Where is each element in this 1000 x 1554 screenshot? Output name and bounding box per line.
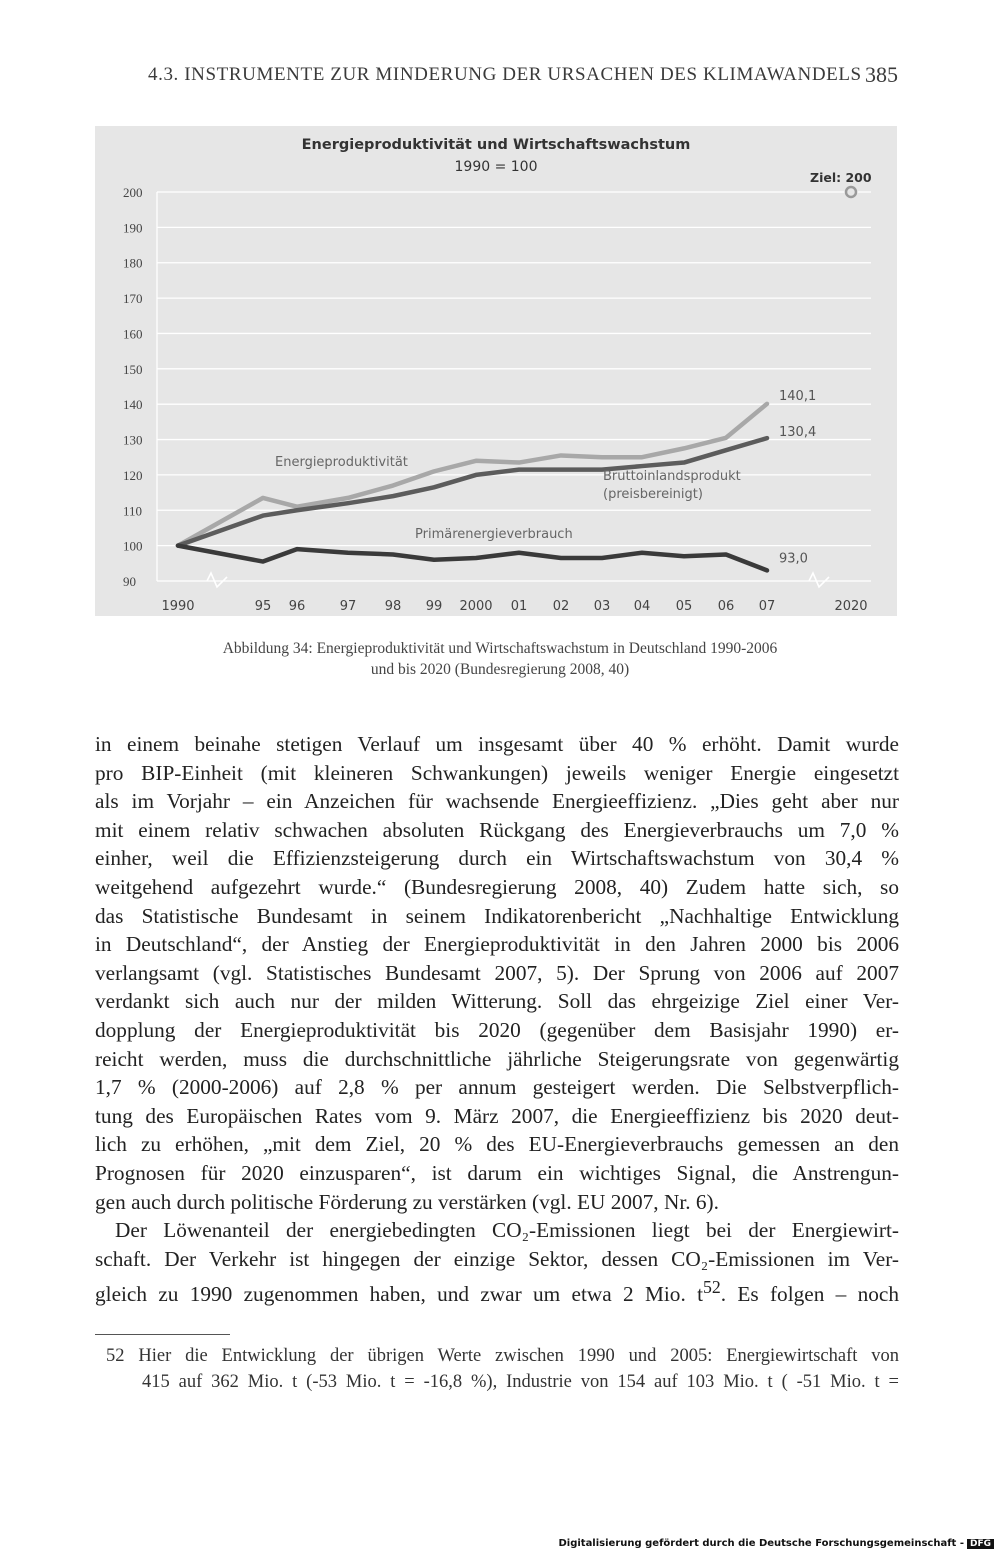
x-tick-label: 95: [254, 599, 272, 614]
figure-chart: [95, 126, 897, 616]
goal-marker: [846, 187, 856, 197]
x-tick-label: 06: [717, 599, 735, 614]
text-line: Der Löwenanteil der energiebedingten CO₂-Emissionen liegt bei der Energiewirt-: [115, 1218, 899, 1243]
x-tick-label: 98: [384, 599, 402, 614]
chart-title: Energieproduktivität und Wirtschaftswachstum: [301, 137, 691, 153]
text-line: verdankt sich auch nur der milden Witterung. Soll das ehrgeizige Ziel einer Ver-: [95, 989, 899, 1014]
series-label: Energieproduktivität: [275, 455, 408, 471]
text-line: lich zu erhöhen, „mit dem Ziel, 20 % des EU-Energieverbrauchs gemessen an den: [95, 1132, 899, 1157]
footnote-line: 52 Hier die Entwicklung der übrigen Werte zwischen 1990 und 2005: Energiewirtschaft von: [106, 1346, 899, 1366]
y-tick-label: 120: [123, 467, 143, 483]
x-tick-label: 99: [425, 599, 443, 614]
y-tick-label: 140: [123, 397, 143, 413]
chart-subtitle: 1990 = 100: [454, 159, 538, 175]
footnote-ref: 52: [703, 1277, 721, 1298]
line-chart: [95, 126, 897, 616]
x-tick-label: 04: [633, 599, 651, 614]
text-line: Prognosen für 2020 einzusparen“, ist darum ein wichtiges Signal, die Anstrengun-: [95, 1160, 899, 1185]
x-tick-label: 1990: [161, 599, 195, 614]
caption-line: Abbildung 34: Energieproduktivität und Wirtschaftswachstum in Deutschland 1990-2006: [222, 640, 778, 657]
y-tick-label: 160: [123, 326, 143, 342]
y-tick-label: 190: [123, 220, 143, 236]
text-line: mit einem relativ schwachen absoluten Rückgang des Energieverbrauchs um 7,0 %: [95, 817, 899, 842]
text-fragment: . Es folgen – noch: [720, 1282, 899, 1307]
footnote-line: 415 auf 362 Mio. t (-53 Mio. t = -16,8 %), Industrie von 154 auf 103 Mio. t ( -51 Mio. t =: [142, 1372, 899, 1392]
text-line: dopplung der Energieproduktivität bis 2020 (gegenüber dem Basisjahr 1990) er-: [95, 1017, 899, 1042]
digitization-credit: [558, 1538, 994, 1549]
text-line: pro BIP-Einheit (mit kleineren Schwankungen) jeweils weniger Energie eingesetzt: [95, 760, 899, 785]
series-label: (preisbereinigt): [603, 486, 703, 502]
y-tick-label: 100: [123, 538, 143, 554]
y-tick-label: 200: [123, 185, 143, 200]
footnote-rule: [95, 1334, 230, 1335]
text-line: das Statistische Bundesamt in seinem Indikatorenbericht „Nachhaltige Entwicklung: [95, 903, 899, 928]
text-line: gen auch durch politische Förderung zu verstärken (vgl. EU 2007, Nr. 6).: [95, 1189, 719, 1214]
data-label: 93,0: [779, 551, 808, 567]
y-tick-label: 90: [123, 574, 136, 589]
x-tick-label: 01: [510, 599, 528, 614]
x-tick-label: 05: [675, 599, 693, 614]
text-line: tung des Europäischen Rates vom 9. März 2007, die Energieeffizienz bis 2020 deut-: [95, 1103, 899, 1128]
text-line: verlangsamt (vgl. Statistisches Bundesamt 2007, 5). Der Sprung von 2006 auf 2007: [95, 960, 899, 985]
text-line: weitgehend aufgezehrt wurde.“ (Bundesregierung 2008, 40) Zudem hatte sich, so: [95, 874, 899, 899]
axis-break-mark: [809, 573, 829, 587]
data-label: 130,4: [779, 425, 817, 441]
text-line: einher, weil die Effizienzsteigerung durch ein Wirtschaftswachstum von 30,4 %: [95, 846, 899, 871]
series-label: Bruttoinlandsprodukt: [603, 469, 741, 485]
text-line: 1,7 % (2000-2006) auf 2,8 % per annum gesteigert werden. Die Selbstverpflich-: [95, 1075, 899, 1100]
y-tick-label: 170: [123, 291, 143, 307]
y-tick-label: 130: [123, 432, 143, 448]
x-tick-label: 03: [593, 599, 611, 614]
footnote: [106, 1343, 899, 1395]
series-line: [178, 546, 767, 571]
axis-break-mark: [207, 573, 227, 587]
text-line: in einem beinahe stetigen Verlauf um insgesamt über 40 % erhöht. Damit wurde: [95, 732, 899, 756]
y-tick-label: 110: [123, 503, 143, 519]
x-tick-label: 97: [339, 599, 357, 614]
page-number: 385: [865, 62, 898, 87]
goal-label: Ziel: 200: [810, 170, 872, 185]
data-label: 140,1: [779, 388, 817, 404]
x-tick-label: 02: [552, 599, 570, 614]
x-tick-label: 07: [758, 599, 776, 614]
x-tick-label: 96: [288, 599, 306, 614]
text-line: reicht werden, muss die durchschnittliche jährliche Steigerungsrate von gegenwärtig: [95, 1046, 899, 1071]
credit-text: Digitalisierung gefördert durch die Deutsche Forschungsgemeinschaft -: [558, 1538, 964, 1549]
caption-line: und bis 2020 (Bundesregierung 2008, 40): [370, 661, 630, 678]
running-title: 4.3. INSTRUMENTE ZUR MINDERUNG DER URSACHEN DES KLIMAWANDELS: [148, 64, 862, 85]
text-line: schaft. Der Verkehr ist hingegen der einzige Sektor, dessen CO₂-Emissionen im Ver-: [95, 1246, 899, 1271]
text-line: in Deutschland“, der Anstieg der Energieproduktivität in den Jahren 2000 bis 2006: [95, 932, 899, 957]
y-tick-label: 150: [123, 361, 143, 377]
body-text: [95, 730, 899, 1307]
text-fragment: gleich zu 1990 zugenommen haben, und zwar um etwa 2 Mio. t: [95, 1282, 703, 1307]
x-tick-label: 2000: [459, 599, 493, 614]
text-line: als im Vorjahr – ein Anzeichen für wachsende Energieeffizienz. „Dies geht aber nur: [95, 789, 899, 814]
series-label: Primärenergieverbrauch: [415, 526, 573, 542]
text-line: [95, 1273, 899, 1307]
running-head: [148, 64, 898, 86]
figure-caption: [100, 638, 900, 680]
y-tick-label: 180: [123, 255, 143, 271]
x-tick-label: 2020: [834, 599, 868, 614]
dfg-logo: DFG: [967, 1539, 994, 1549]
